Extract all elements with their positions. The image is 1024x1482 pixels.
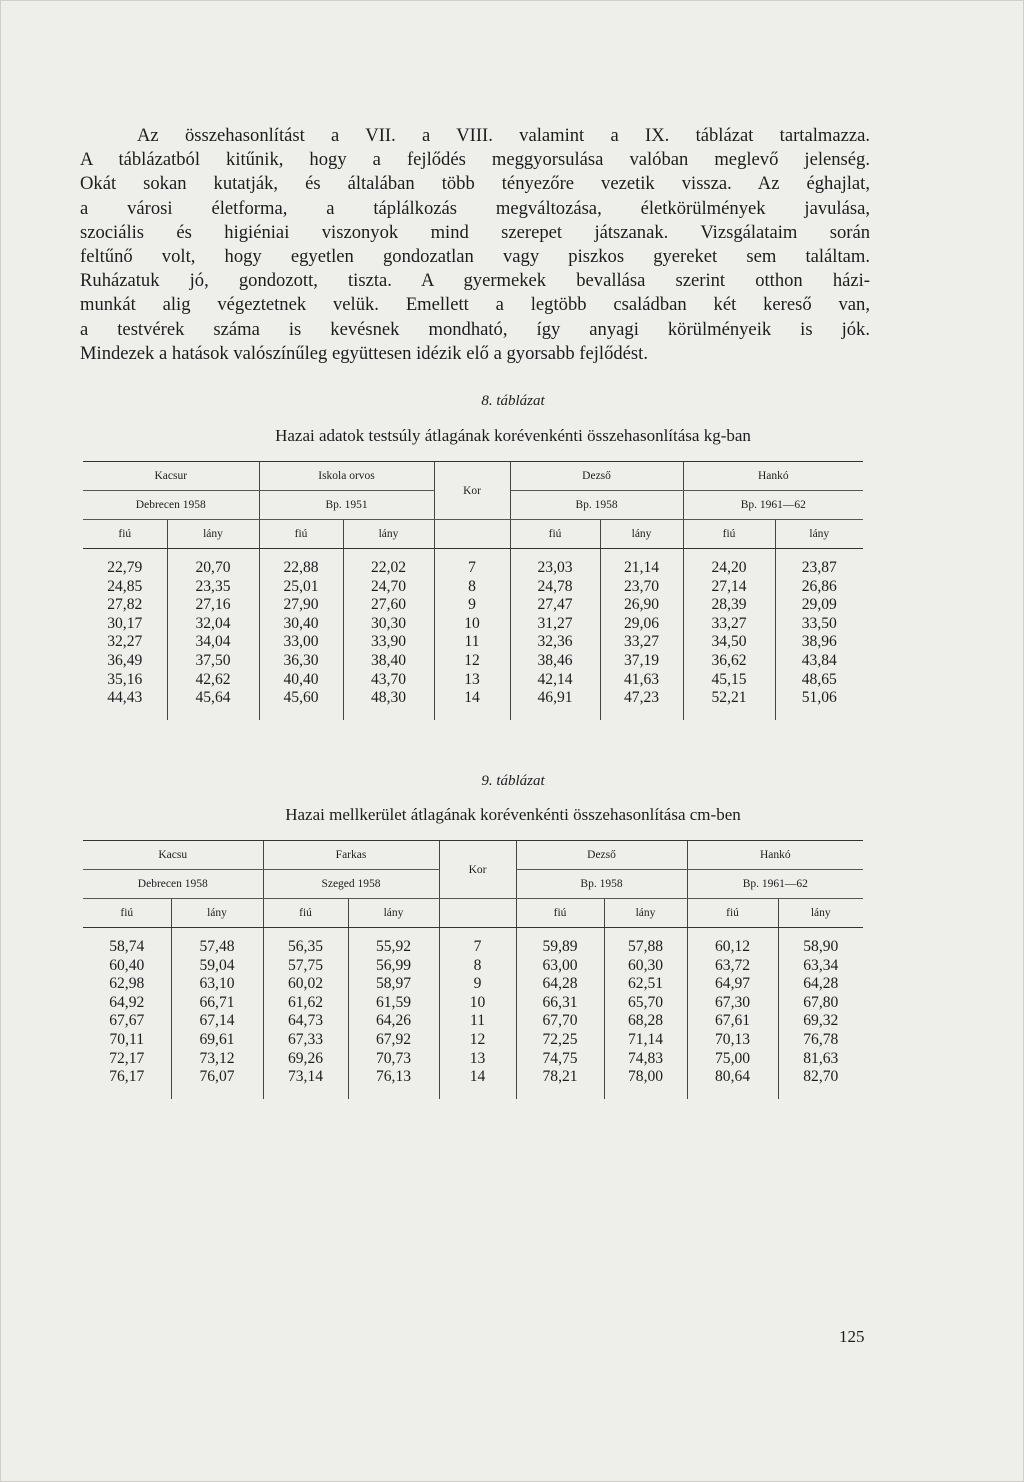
table-cell	[604, 1087, 687, 1099]
table-cell: 43,70	[343, 671, 434, 690]
table-cell: 47,23	[600, 689, 683, 708]
age-cell: 8	[434, 578, 510, 597]
table-cell: 69,26	[263, 1050, 348, 1069]
table-cell: 63,34	[778, 957, 863, 976]
table-cell: 61,59	[348, 994, 439, 1013]
table-caption: Hazai adatok testsúly átlagának korévenkénti összehasonlítása kg-ban	[275, 426, 751, 445]
table-cell	[263, 1087, 348, 1099]
table-cell: 67,80	[778, 994, 863, 1013]
table-cell	[439, 928, 516, 939]
table-cell: 48,30	[343, 689, 434, 708]
table-cell: 71,14	[604, 1031, 687, 1050]
age-cell: 12	[434, 652, 510, 671]
table-cell	[263, 928, 348, 939]
table-cell: 45,15	[683, 671, 775, 690]
source-header: Bp. 1958	[516, 870, 687, 899]
source-header: Szeged 1958	[263, 870, 439, 899]
table-cell: 45,64	[167, 689, 259, 708]
column-group-header: Farkas	[263, 841, 439, 870]
text-line: Az összehasonlítást a VII. a VIII. valamint a IX. táblázat tartalmazza.	[137, 125, 870, 146]
table-cell: 38,96	[775, 633, 863, 652]
table-cell	[83, 708, 167, 720]
source-header: Bp. 1951	[259, 491, 434, 520]
table-cell: 37,19	[600, 652, 683, 671]
table-spacer-row	[83, 1087, 863, 1099]
table-row	[83, 689, 863, 708]
boy-header: fiú	[516, 899, 604, 928]
table-spacer-row	[83, 549, 863, 560]
table-cell: 37,50	[167, 652, 259, 671]
table-cell: 70,13	[687, 1031, 778, 1050]
table-cell: 29,06	[600, 615, 683, 634]
girl-header: lány	[171, 899, 263, 928]
column-group-header: Hankó	[683, 462, 863, 491]
table-cell: 69,32	[778, 1012, 863, 1031]
table-cell	[83, 549, 167, 560]
age-cell: 7	[434, 559, 510, 578]
table-cell: 32,04	[167, 615, 259, 634]
age-cell: 14	[434, 689, 510, 708]
age-cell: 11	[439, 1012, 516, 1031]
girl-header: lány	[348, 899, 439, 928]
table-cell: 25,01	[259, 578, 343, 597]
table-cell: 24,78	[510, 578, 600, 597]
table-cell: 27,90	[259, 596, 343, 615]
table-cell: 75,00	[687, 1050, 778, 1069]
table-cell: 31,27	[510, 615, 600, 634]
table-cell	[348, 928, 439, 939]
table-cell	[167, 549, 259, 560]
table-cell: 69,61	[171, 1031, 263, 1050]
table-cell	[83, 928, 171, 939]
age-cell: 9	[434, 596, 510, 615]
table-cell: 23,03	[510, 559, 600, 578]
table-cell: 32,36	[510, 633, 600, 652]
table-cell: 33,27	[683, 615, 775, 634]
table-row	[83, 652, 863, 671]
age-cell: 11	[434, 633, 510, 652]
table-cell: 27,47	[510, 596, 600, 615]
table-cell: 20,70	[167, 559, 259, 578]
table-cell: 60,12	[687, 938, 778, 957]
table-cell: 73,14	[263, 1068, 348, 1087]
table-cell: 33,90	[343, 633, 434, 652]
table-cell	[775, 708, 863, 720]
table-cell: 22,88	[259, 559, 343, 578]
table-cell: 38,46	[510, 652, 600, 671]
table-cell	[600, 708, 683, 720]
table-cell: 78,00	[604, 1068, 687, 1087]
girl-header: lány	[600, 520, 683, 549]
source-header: Debrecen 1958	[83, 870, 263, 899]
table-cell: 68,28	[604, 1012, 687, 1031]
age-cell: 13	[439, 1050, 516, 1069]
text-line: Ruházatuk jó, gondozott, tiszta. A gyermekek bevallása szerint otthon házi-	[80, 270, 870, 292]
table-row	[83, 578, 863, 597]
table-cell: 21,14	[600, 559, 683, 578]
table-cell	[600, 549, 683, 560]
age-cell: 10	[439, 994, 516, 1013]
boy-header: fiú	[687, 899, 778, 928]
girl-header: lány	[775, 520, 863, 549]
table-cell	[683, 549, 775, 560]
table-cell: 44,43	[107, 689, 143, 707]
table-cell: 32,27	[107, 633, 143, 651]
table-cell: 42,62	[167, 671, 259, 690]
boy-header: fiú	[510, 520, 600, 549]
table-cell	[167, 708, 259, 720]
table-cell: 64,26	[348, 1012, 439, 1031]
age-header: Kor	[434, 462, 510, 520]
table-cell: 23,70	[600, 578, 683, 597]
boy-header: fiú	[83, 520, 167, 549]
table-cell: 33,50	[775, 615, 863, 634]
table-cell: 67,70	[516, 1012, 604, 1031]
table-cell: 60,30	[604, 957, 687, 976]
table-cell: 38,40	[343, 652, 434, 671]
table-row	[83, 596, 863, 615]
age-cell: 7	[439, 938, 516, 957]
table-cell: 27,82	[107, 596, 143, 614]
table-cell: 24,20	[683, 559, 775, 578]
table-cell	[778, 1087, 863, 1099]
table-cell: 33,27	[600, 633, 683, 652]
boy-header: fiú	[263, 899, 348, 928]
age-header-cell	[434, 520, 510, 549]
table-cell: 76,13	[348, 1068, 439, 1087]
table-cell	[434, 708, 510, 720]
table-cell: 34,04	[167, 633, 259, 652]
table-row	[83, 975, 863, 994]
text-line: a városi életforma, a táplálkozás megváltozása, életkörülmények javulása,	[80, 197, 870, 219]
table-cell: 60,40	[109, 956, 145, 974]
table-cell: 56,99	[348, 957, 439, 976]
table-cell	[683, 708, 775, 720]
table-cell: 74,83	[604, 1050, 687, 1069]
table-cell: 36,49	[107, 651, 143, 669]
table-cell	[171, 928, 263, 939]
table-cell: 55,92	[348, 938, 439, 957]
source-header: Bp. 1961—62	[687, 870, 863, 899]
table-cell: 45,60	[259, 689, 343, 708]
table-cell: 76,78	[778, 1031, 863, 1050]
column-group-header: Dezső	[516, 841, 687, 870]
table-cell: 66,31	[516, 994, 604, 1013]
table-row	[83, 559, 863, 578]
table-row	[83, 1050, 863, 1069]
table-row	[83, 1012, 863, 1031]
table-cell: 51,06	[775, 689, 863, 708]
table-cell: 64,28	[516, 975, 604, 994]
boy-header: fiú	[259, 520, 343, 549]
table-cell: 64,97	[687, 975, 778, 994]
table-cell: 74,75	[516, 1050, 604, 1069]
table-cell: 24,70	[343, 578, 434, 597]
table-cell: 67,14	[171, 1012, 263, 1031]
table-cell: 66,71	[171, 994, 263, 1013]
table-cell	[171, 1087, 263, 1099]
table-caption: Hazai mellkerület átlagának korévenkénti összehasonlítása cm-ben	[285, 805, 741, 824]
table-cell: 72,25	[516, 1031, 604, 1050]
table-cell: 67,61	[687, 1012, 778, 1031]
table-cell: 57,48	[171, 938, 263, 957]
table-cell: 36,30	[259, 652, 343, 671]
table-cell: 80,64	[687, 1068, 778, 1087]
table-cell: 63,00	[516, 957, 604, 976]
table-cell: 27,16	[167, 596, 259, 615]
table-cell: 59,89	[516, 938, 604, 957]
text-line: munkát alig végeztetnek velük. Emellett a legtöbb családban két kereső van,	[80, 294, 870, 316]
source-header: Bp. 1958	[510, 491, 683, 520]
table-cell: 24,85	[107, 577, 143, 595]
table-cell: 67,92	[348, 1031, 439, 1050]
table-cell: 28,39	[683, 596, 775, 615]
table-weight	[83, 461, 863, 720]
girl-header: lány	[778, 899, 863, 928]
table-cell: 26,86	[775, 578, 863, 597]
text-line: feltűnő volt, hogy egyetlen gondozatlan vagy piszkos gyereket sem találtam.	[80, 246, 870, 268]
column-group-header: Kacsur	[83, 462, 259, 491]
table-cell: 22,02	[343, 559, 434, 578]
page-number: 125	[839, 1327, 865, 1346]
table-cell: 76,17	[109, 1068, 145, 1086]
girl-header: lány	[604, 899, 687, 928]
source-header: Bp. 1961—62	[683, 491, 863, 520]
table-cell: 60,02	[263, 975, 348, 994]
age-header: Kor	[439, 841, 516, 899]
table-cell: 27,60	[343, 596, 434, 615]
table-cell: 23,87	[775, 559, 863, 578]
table-cell: 64,28	[778, 975, 863, 994]
table-cell: 78,21	[516, 1068, 604, 1087]
table-cell: 43,84	[775, 652, 863, 671]
table-cell: 61,62	[263, 994, 348, 1013]
table-cell: 36,62	[683, 652, 775, 671]
body-paragraph	[80, 124, 870, 366]
age-cell: 12	[439, 1031, 516, 1050]
table-cell: 57,88	[604, 938, 687, 957]
girl-header: lány	[343, 520, 434, 549]
table-cell	[434, 549, 510, 560]
table-cell: 23,35	[167, 578, 259, 597]
table-cell: 42,14	[510, 671, 600, 690]
age-header-cell	[439, 899, 516, 928]
table-cell: 22,79	[107, 559, 143, 576]
table-cell: 72,17	[109, 1049, 145, 1067]
table-chest	[83, 840, 863, 1099]
age-cell: 8	[439, 957, 516, 976]
table-cell: 48,65	[775, 671, 863, 690]
age-cell: 14	[439, 1068, 516, 1087]
table-cell	[259, 549, 343, 560]
text-line: Mindezek a hatások valószínűleg együttesen idézik elő a gyorsabb fejlődést.	[80, 342, 648, 364]
age-cell: 13	[434, 671, 510, 690]
table-number: 9. táblázat	[481, 773, 545, 789]
source-header: Debrecen 1958	[83, 491, 259, 520]
table-cell: 29,09	[775, 596, 863, 615]
table-cell	[439, 1087, 516, 1099]
table-cell: 81,63	[778, 1050, 863, 1069]
text-line: szociális és higiéniai viszonyok mind szerepet játszanak. Vizsgálataim során	[80, 221, 870, 243]
table-cell	[516, 928, 604, 939]
table-cell: 62,51	[604, 975, 687, 994]
table-cell: 35,16	[107, 670, 143, 688]
table-cell: 67,67	[109, 1012, 145, 1030]
table-cell: 70,11	[109, 1030, 144, 1048]
boy-header: fiú	[683, 520, 775, 549]
table-cell: 52,21	[683, 689, 775, 708]
table-cell: 59,04	[171, 957, 263, 976]
column-group-header: Iskola orvos	[259, 462, 434, 491]
table-cell	[83, 1087, 171, 1099]
table-row	[83, 671, 863, 690]
age-cell: 9	[439, 975, 516, 994]
table-spacer-row	[83, 928, 863, 939]
table-row	[83, 938, 863, 957]
table-cell: 67,30	[687, 994, 778, 1013]
table-cell	[778, 928, 863, 939]
column-group-header: Dezső	[510, 462, 683, 491]
table-cell: 73,12	[171, 1050, 263, 1069]
table-cell: 67,33	[263, 1031, 348, 1050]
table-cell	[516, 1087, 604, 1099]
table-cell: 65,70	[604, 994, 687, 1013]
column-group-header: Hankó	[687, 841, 863, 870]
table-cell	[259, 708, 343, 720]
table-cell: 58,97	[348, 975, 439, 994]
table-cell	[343, 708, 434, 720]
table-cell	[687, 928, 778, 939]
table-cell	[604, 928, 687, 939]
table-cell: 63,72	[687, 957, 778, 976]
table-cell: 58,90	[778, 938, 863, 957]
table-row	[83, 957, 863, 976]
table-cell: 62,98	[109, 975, 145, 993]
table-row	[83, 994, 863, 1013]
table-cell: 30,30	[343, 615, 434, 634]
table-number: 8. táblázat	[481, 393, 545, 409]
table-row	[83, 615, 863, 634]
table-cell: 26,90	[600, 596, 683, 615]
table-row	[83, 633, 863, 652]
table-cell	[510, 549, 600, 560]
table-cell	[343, 549, 434, 560]
table-cell: 57,75	[263, 957, 348, 976]
table-row	[83, 1068, 863, 1087]
table-cell: 30,17	[107, 614, 143, 632]
table-cell: 82,70	[778, 1068, 863, 1087]
table-cell: 27,14	[683, 578, 775, 597]
text-line: a testvérek száma is kevésnek mondható, így anyagi körülményeik is jók.	[80, 318, 870, 340]
table-cell: 33,00	[259, 633, 343, 652]
table-spacer-row	[83, 708, 863, 720]
table-cell: 34,50	[683, 633, 775, 652]
table-cell: 30,40	[259, 615, 343, 634]
table-cell	[687, 1087, 778, 1099]
table-cell	[510, 708, 600, 720]
boy-header: fiú	[83, 899, 171, 928]
table-cell: 46,91	[510, 689, 600, 708]
table-cell: 64,92	[109, 993, 145, 1011]
table-cell: 41,63	[600, 671, 683, 690]
column-group-header: Kacsu	[83, 841, 263, 870]
text-line: Okát sokan kutatják, és általában több tényezőre vezetik vissza. Az éghajlat,	[80, 173, 870, 195]
age-cell: 10	[434, 615, 510, 634]
table-cell	[775, 549, 863, 560]
table-row	[83, 1031, 863, 1050]
text-line: A táblázatból kitűnik, hogy a fejlődés meggyorsulása valóban meglevő jelenség.	[80, 149, 870, 171]
table-cell: 40,40	[259, 671, 343, 690]
table-cell: 64,73	[263, 1012, 348, 1031]
table-cell	[348, 1087, 439, 1099]
table-cell: 70,73	[348, 1050, 439, 1069]
table-cell: 58,74	[109, 938, 145, 955]
table-cell: 63,10	[171, 975, 263, 994]
girl-header: lány	[167, 520, 259, 549]
table-cell: 56,35	[263, 938, 348, 957]
table-cell: 76,07	[171, 1068, 263, 1087]
